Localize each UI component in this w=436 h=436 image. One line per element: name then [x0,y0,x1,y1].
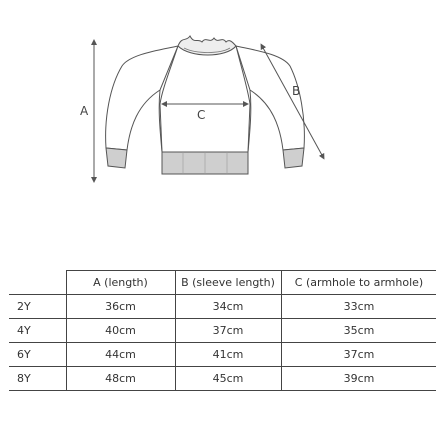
table-row [9,367,436,391]
value-c: 33cm [281,295,436,319]
table-row [9,319,436,343]
value-b: 45cm [175,367,281,391]
header-c: C (armhole to armhole) [281,271,436,295]
label-b: B [292,84,301,98]
size-label: 8Y [9,367,66,391]
size-label: 4Y [9,319,66,343]
table-row [9,343,436,367]
size-label: 2Y [9,295,66,319]
value-a: 36cm [66,295,175,319]
sweater-body [160,46,250,152]
table-header-row [9,271,436,295]
value-c: 37cm [281,343,436,367]
value-a: 48cm [66,367,175,391]
table-row [9,295,436,319]
value-c: 39cm [281,367,436,391]
value-b: 37cm [175,319,281,343]
value-b: 34cm [175,295,281,319]
label-c: C [197,108,206,122]
value-a: 40cm [66,319,175,343]
label-a: A [80,104,89,118]
header-a: A (length) [66,271,175,295]
value-c: 35cm [281,319,436,343]
size-label: 6Y [9,343,66,367]
right-cuff [283,148,304,168]
value-b: 41cm [175,343,281,367]
value-a: 44cm [66,343,175,367]
left-cuff [106,148,127,168]
size-chart-table [9,270,436,391]
header-b: B (sleeve length) [175,271,281,295]
header-blank-cell [9,271,66,295]
